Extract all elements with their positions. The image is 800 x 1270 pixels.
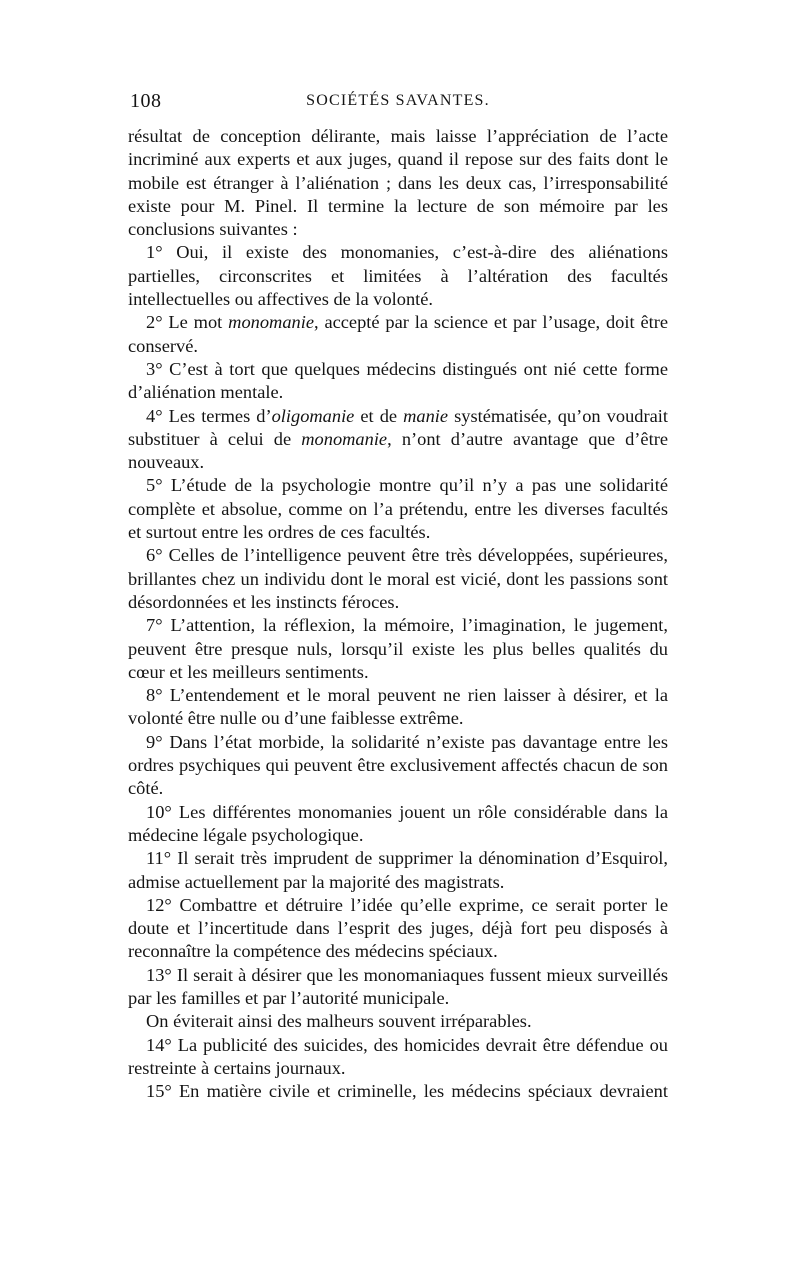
conclusion-11: 11° Il serait très imprudent de supprimer la dénomination d’Esquirol, admise actuellement par la majorité des magistrats. [128,848,668,892]
body-text [128,125,668,1103]
conclusion-3: 3° C’est à tort que quelques médecins distingués ont nié cette forme d’aliénation mentale. [128,358,668,403]
conclusion-1: 1° Oui, il existe des monomanies, c’est-à-dire des aliénations partielles, circonscrites et limitées à l’altération des facultés intellectuelles ou affectives de la volonté. [128,242,668,310]
conclusion-5: 5° L’étude de la psychologie montre qu’il n’y a pas une solidarité complète et absolue, comme on l’a prétendu, entre les diverses facultés et surtout entre les ordres de ces facultés. [128,475,668,543]
conclusion-15: 15° En matière civile et criminelle, les médecins spéciaux devraient [146,1081,668,1102]
page-number: 108 [130,90,162,112]
conclusion-7: 7° L’attention, la réflexion, la mémoire, l’imagination, le jugement, peuvent être presque nuls, lorsqu’il existe les plus belles qualités du cœur et les meilleurs sentiments. [128,615,668,682]
paragraph-note: On éviterait ainsi des malheurs souvent irréparables. [146,1011,532,1032]
conclusion-13: 13° Il serait à désirer que les monomaniaques fussent mieux surveillés par les familles et par l’autorité municipale. [128,964,668,1008]
conclusion-9: 9° Dans l’état morbide, la solidarité n’existe pas davantage entre les ordres psychiques qui peuvent être exclusivement affectés chacun de son côté. [128,731,668,799]
page-header [128,90,668,116]
conclusion-8: 8° L’entendement et le moral peuvent ne rien laisser à désirer, et la volonté être nulle ou d’une faiblesse extrême. [128,685,668,729]
conclusion-6: 6° Celles de l’intelligence peuvent être très développées, supérieures, brillantes chez un individu dont le moral est vicié, dont les passions sont désordonnées et les instincts féroces. [128,545,668,612]
conclusion-4: 4° Les termes d’oligomanie et de manie systématisée, qu’on voudrait substituer à celui de monomanie, n’ont d’autre avantage que d’être nouveaux. [128,405,668,473]
paragraph-intro: résultat de conception délirante, mais laisse l’appréciation de l’acte incriminé aux experts et aux juges, quand il repose sur des faits dont le mobile est étranger à l’aliénation ; dans les deux cas, l’irresponsabilité existe pour M. Pinel. Il termine la lecture de son mémoire par les conclusions suivantes : [128,126,668,240]
conclusion-14: 14° La publicité des suicides, des homicides devrait être défendue ou restreinte à certains journaux. [128,1034,668,1078]
conclusion-10: 10° Les différentes monomanies jouent un rôle considérable dans la médecine légale psychologique. [128,801,668,845]
running-head: SOCIÉTÉS SAVANTES. [306,92,490,109]
book-page [128,90,668,1103]
conclusion-2: 2° Le mot monomanie, accepté par la science et par l’usage, doit être conservé. [128,312,668,356]
conclusion-12: 12° Combattre et détruire l’idée qu’elle exprime, ce serait porter le doute et l’incertitude dans l’esprit des juges, déjà fort peu disposés à reconnaître la compétence des médecins spéciaux. [128,894,668,962]
